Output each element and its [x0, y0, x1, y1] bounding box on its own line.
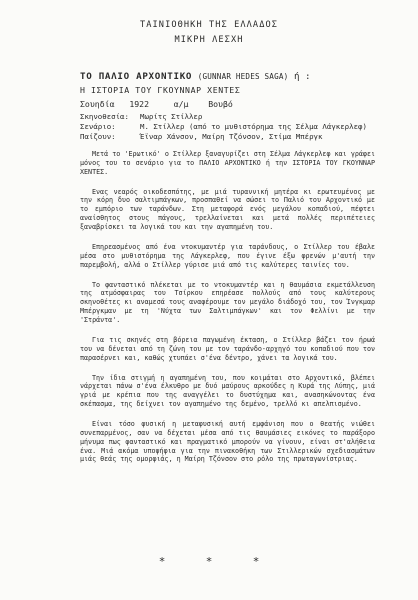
star: *	[252, 555, 260, 568]
paragraph: Μετά το 'Ερωτικό' ο Στίλλερ ξαναγυρίζει στη Σέλμα Λάγκερλεφ και γράφει μόνος του το σενάριο για το ΠΑΛΙΟ ΑΡΧΟΝΤΙΚΟ ή την ΙΣΤΟΡΙΑ ΤΟΥ ΓΚΟΥΝΝΑΡ ΧΕΝΤΕΣ.	[80, 150, 375, 176]
film-subtitle: Η ΙΣΤΟΡΙΑ ΤΟΥ ΓΚΟΥΝΝΑΡ ΧΕΝΤΕΣ	[80, 85, 241, 95]
credit-screenplay	[80, 122, 367, 131]
article-body	[80, 150, 375, 475]
credit-value: Έϊναρ Χάνσον, Μαίρη Τζόνσον, Στίμα Μπέργκ	[140, 132, 323, 141]
film-sound: Βουβό	[208, 99, 233, 109]
paragraph: Το φανταστικό πλέκεται με το ντοκυμαντέρ και η θαυμάσια εκμετάλλευση της ατμόσφαιρας του Τσίρκου επηρέασε πολλούς από τους καλύτερους σκηνοθέτες κι αναμεσά τους αναφέρουμε τον μεγάλο διάδοχό του, τον Ίνγκμαρ Μπέργκμαν με τη 'Νύχτα των Σαλτιμπάγκων' και τον Φελλίνι με την 'Στράντα'.	[80, 280, 375, 324]
film-original-title: (GUNNAR HEDES SAGA)	[197, 72, 289, 81]
film-country: Σουηδία	[80, 99, 115, 109]
film-title-line	[80, 71, 311, 82]
paragraph: Ενας νεαρός οικοδεσπότης, με μιά τυραννική μητέρα κι ερωτευμένος με την κόρη δυο σαλτιμπάγκων, προσπαθεί να σώσει το Παλιό του Αρχοντικό με το εμπόριο των ταράνδων. Στη μεταφορά ενός μεγάλου κοπαδιού, πέφτει αναίσθητος στους πάγους, τρελλαίνεται και μετά πολλές περιπέτειες ξαναβρίσκει τα λογικά του και την αγαπημένη του.	[80, 187, 375, 231]
paragraph: Είναι τόσο φυσική η μεταφυσική αυτή εμφάνιση που ο θεατής νιώθει συνεπαρμένος, σαν να δέχεται μέσα από τις θαυμάσιες εικόνες το παράξορο μήνυμα πως φανταστικό και πραγματικό μπορούν να γίνουν, είναι στ'αλήθεια ένα. Μιά ακόμα υποψήφια για την πινακοθήκη των Στιλλερικών σχεδιασμάτων μιάς θεάς της ομορφιάς, η Μαίρη Τζόνσον στο ρόλο της πρωταγωνίστριας.	[80, 420, 375, 464]
film-info-line	[80, 99, 233, 109]
credit-value: Μ. Στίλλερ (από το μυθιστόρημα της Σέλμα Λάγκερλεφ)	[140, 122, 367, 131]
club-name: ΜΙΚΡΗ ΛΕΣΧΗ	[174, 35, 244, 45]
archive-name: ΤΑΙΝΙΟΘΗΚΗ ΤΗΣ ΕΛΛΑΔΟΣ	[139, 20, 279, 30]
credit-value: Μωρίτς Στίλλερ	[140, 112, 203, 121]
credit-role: Παίζουν:	[80, 132, 116, 141]
paragraph: Την ίδια στιγμή η αγαπημένη του, που κοιμάται στο Αρχοντικό, βλέπει νάρχεται πάνω σ'ένα έλκυθρο με δυό μαύρους αρκούδες η Κυρά της Λύπης, μιά γριά με κρέπια που της αναγγέλει το δυστύχημα και, ανασηκώνοντας ένα σκέπασμα, της δείχνει τον αγαπημένο της δεμένο, τρελλό κι απελπισμένο.	[80, 373, 375, 409]
paragraph: Επηρεασμένος από ένα ντοκυμαντέρ για ταράνδους, ο Στίλλερ του έβαλε μέσα στο μυθιστόρημα της Λάγκερλεφ, που έγινε έξω φρενών μ'αυτή την παρεμβολή, αλλά ο Στίλλερ γύρισε μιά από τις καλύτερες ταινίες του.	[80, 242, 375, 269]
title-or: ή :	[293, 71, 311, 82]
credit-role: Σενάριο:	[80, 122, 116, 131]
credit-cast	[80, 132, 322, 141]
footer-ornament	[0, 555, 418, 568]
star: *	[158, 555, 166, 568]
film-title: ΤΟ ΠΑΛΙΟ ΑΡΧΟΝΤΙΚΟ	[80, 71, 193, 82]
film-format: α/μ	[173, 99, 189, 109]
film-year: 1922	[129, 99, 150, 109]
credit-director	[80, 112, 202, 121]
paragraph: Για τις σκηνές στη βόρεια παγωμένη έκταση, ο Στίλλερ βάζει τον ήρωά του να δένεται από τη ζώνη του με τον ταράνδο-αρχηγό του κοπαδιού που τον παρασέρνει και, καθώς χτυπάει σ'ένα δέντρο, χάνει τα λογικά του.	[80, 335, 375, 362]
credit-role: Σκηνοθεσία:	[80, 112, 129, 121]
star: *	[205, 555, 213, 568]
